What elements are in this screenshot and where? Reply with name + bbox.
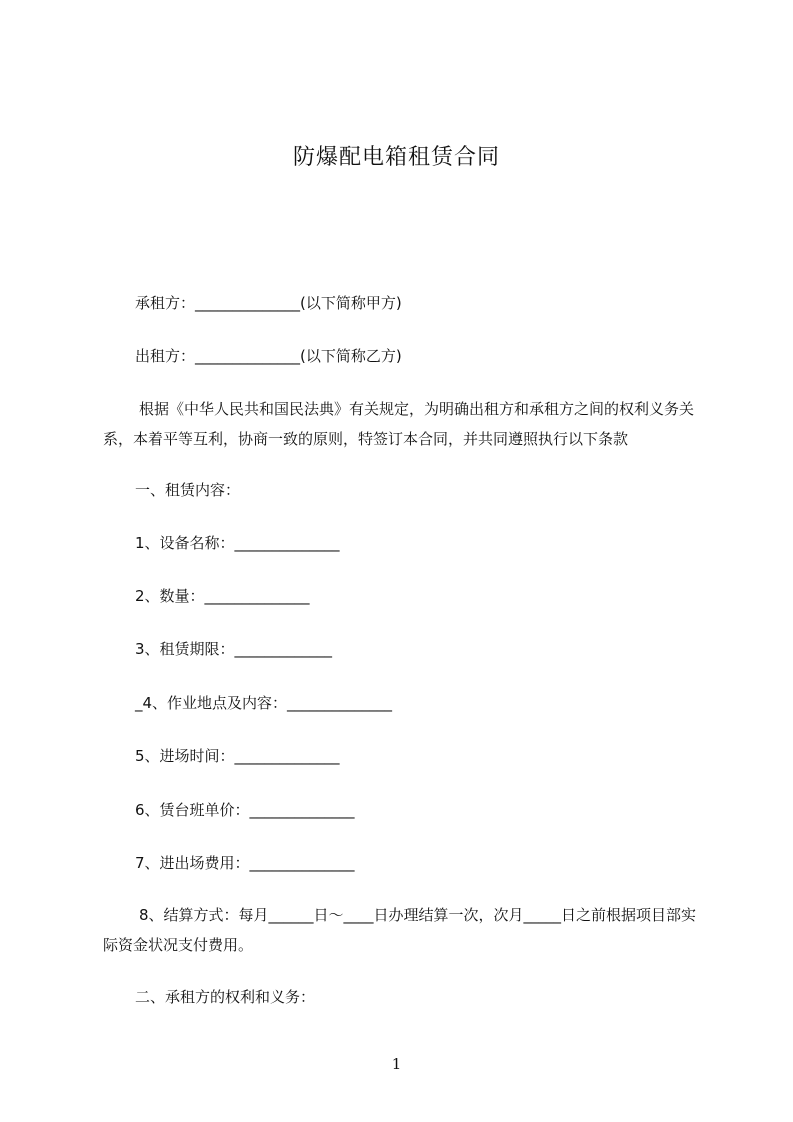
document-title: 防爆配电箱租赁合同 <box>292 145 500 170</box>
item-entry-time: 5、进场时间：______________ <box>135 747 340 765</box>
page-number: 1 <box>391 1055 402 1073</box>
item-unit-price: 6、赁台班单价：______________ <box>135 801 355 819</box>
item-transport-fee: 7、进出场费用：______________ <box>135 854 355 872</box>
section-heading-rental-content: 一、租赁内容： <box>135 481 241 499</box>
item-work-location: _4、作业地点及内容：______________ <box>135 694 393 712</box>
lessor-line: 出租方：______________(以下简称乙方) <box>135 347 402 365</box>
item-equipment-name: 1、设备名称：______________ <box>135 534 340 552</box>
item-quantity: 2、数量：______________ <box>135 587 310 605</box>
lessee-line: 承租方：______________(以下简称甲方) <box>135 294 402 312</box>
item-lease-term: 3、租赁期限：_____________ <box>135 640 333 658</box>
item-settlement-method: 8、结算方式：每月______日～____日办理结算一次，次月_____日之前根据项目部实际资金状况支付费用。 <box>103 906 697 954</box>
section-heading-lessee-rights: 二、承租方的权利和义务： <box>135 988 316 1006</box>
preamble-paragraph: 根据《中华人民共和国民法典》有关规定，为明确出租方和承租方之间的权利义务关系，本着平等互利，协商一致的原则，特签订本合同，并共同遵照执行以下条款 <box>103 400 695 448</box>
